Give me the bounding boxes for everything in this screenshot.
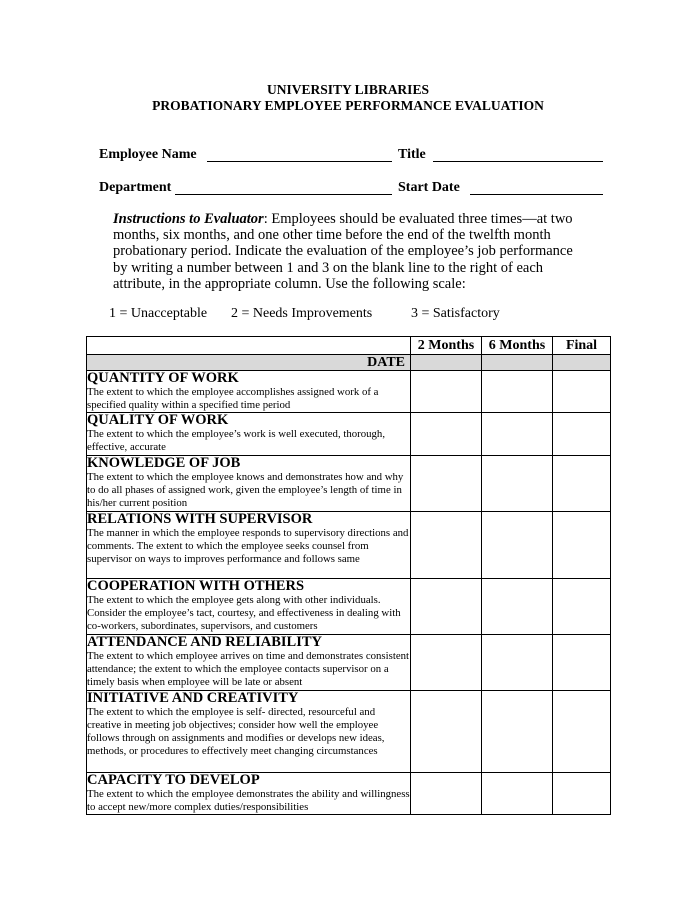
rating-cell-2-months[interactable] xyxy=(411,413,482,456)
rating-cell-2-months[interactable] xyxy=(411,456,482,512)
column-header-6-months: 6 Months xyxy=(482,337,553,355)
document-title xyxy=(0,82,696,114)
attribute-title: COOPERATION WITH OTHERS xyxy=(87,578,305,594)
scale-unacceptable: 1 = Unacceptable xyxy=(109,306,208,321)
table-row xyxy=(87,691,611,773)
table-row xyxy=(87,512,611,579)
attribute-title: CAPACITY TO DEVELOP xyxy=(87,772,260,788)
department-field[interactable] xyxy=(175,194,392,195)
rating-cell-final[interactable] xyxy=(553,413,611,456)
attribute-cell xyxy=(87,512,411,579)
scale-satisfactory: 3 = Satisfactory xyxy=(411,306,500,321)
start-date-label: Start Date xyxy=(398,180,460,195)
attribute-cell xyxy=(87,579,411,635)
rating-cell-6-months[interactable] xyxy=(482,773,553,815)
rating-cell-2-months[interactable] xyxy=(411,635,482,691)
attribute-title: INITIATIVE AND CREATIVITY xyxy=(87,690,299,706)
rating-cell-2-months[interactable] xyxy=(411,773,482,815)
attribute-title: QUALITY OF WORK xyxy=(87,412,229,428)
rating-cell-final[interactable] xyxy=(553,456,611,512)
rating-cell-2-months[interactable] xyxy=(411,579,482,635)
attribute-title: QUANTITY OF WORK xyxy=(87,370,239,386)
attribute-title: KNOWLEDGE OF JOB xyxy=(87,455,241,471)
column-header-2-months: 2 Months xyxy=(411,337,482,355)
instructions-paragraph xyxy=(113,211,578,292)
attribute-title: RELATIONS WITH SUPERVISOR xyxy=(87,511,313,527)
attribute-description: The extent to which employee arrives on time and demonstrates consistent attendance; the extent to which the employee contacts supervisor on a timely basis when employee will be late or absent xyxy=(87,650,410,688)
date-cell-final[interactable] xyxy=(553,355,611,371)
title-line-1: UNIVERSITY LIBRARIES xyxy=(267,82,429,97)
scale-needs-improvements: 2 = Needs Improvements xyxy=(231,306,373,321)
start-date-field[interactable] xyxy=(470,194,603,195)
department-label: Department xyxy=(99,180,172,195)
date-cell-6-months[interactable] xyxy=(482,355,553,371)
rating-cell-final[interactable] xyxy=(553,579,611,635)
rating-cell-final[interactable] xyxy=(553,691,611,773)
table-row xyxy=(87,456,611,512)
attribute-cell xyxy=(87,456,411,512)
attribute-description: The extent to which the employee is self- directed, resourceful and creative in meeting job objectives; consider how well the employee follows through on assignments and modifies or develops new ideas, methods, or procedures to effectively meet changing circumstances xyxy=(87,706,385,757)
attribute-cell xyxy=(87,773,411,815)
employee-name-field[interactable] xyxy=(207,161,392,162)
rating-cell-2-months[interactable] xyxy=(411,512,482,579)
table-row xyxy=(87,635,611,691)
rating-cell-final[interactable] xyxy=(553,512,611,579)
attribute-description: The extent to which the employee’s work is well executed, thorough, effective, accurate xyxy=(87,428,386,453)
date-row xyxy=(87,355,611,371)
attribute-description: The extent to which the employee knows and demonstrates how and why to do all phases of assigned work, given the employee’s length of time in his/her current position xyxy=(87,471,404,509)
table-row xyxy=(87,579,611,635)
table-header-row xyxy=(87,337,611,355)
table-row xyxy=(87,371,611,413)
attribute-description: The extent to which the employee demonstrates the ability and willingness to accept new/more complex duties/responsibilities xyxy=(87,788,410,813)
rating-cell-6-months[interactable] xyxy=(482,635,553,691)
rating-cell-6-months[interactable] xyxy=(482,691,553,773)
date-cell-2-months[interactable] xyxy=(411,355,482,371)
title-label: Title xyxy=(398,147,426,162)
instructions-body: : Employees should be evaluated three times—at two months, six months, and one other time before the end of the twelfth month probationary period. Indicate the evaluation of the employee’s job performance by writing a number between 1 and 3 on the blank line to the right of each attribute, in the appropriate column. Use the following scale: xyxy=(113,211,573,292)
attribute-cell xyxy=(87,371,411,413)
rating-cell-final[interactable] xyxy=(553,773,611,815)
attribute-header-cell xyxy=(87,337,411,355)
attribute-description: The extent to which the employee gets along with other individuals. Consider the employee’s tact, courtesy, and effectiveness in dealing with co-workers, subordinates, supervisors, and customers xyxy=(87,594,401,632)
table-row xyxy=(87,413,611,456)
column-header-final: Final xyxy=(553,337,611,355)
rating-cell-6-months[interactable] xyxy=(482,456,553,512)
rating-cell-final[interactable] xyxy=(553,635,611,691)
evaluation-table xyxy=(86,336,611,815)
rating-cell-6-months[interactable] xyxy=(482,512,553,579)
rating-cell-6-months[interactable] xyxy=(482,371,553,413)
rating-cell-final[interactable] xyxy=(553,371,611,413)
date-label: DATE xyxy=(87,355,411,371)
employee-name-label: Employee Name xyxy=(99,147,197,162)
attribute-description: The extent to which the employee accomplishes assigned work of a specified quality within a specified time period xyxy=(87,386,379,411)
title-line-2: PROBATIONARY EMPLOYEE PERFORMANCE EVALUATION xyxy=(152,98,544,113)
title-field[interactable] xyxy=(433,161,603,162)
attribute-description: The manner in which the employee responds to supervisory directions and comments. The extent to which the employee seeks counsel from supervisor on ways to improves performance and follows same xyxy=(87,527,409,565)
attribute-cell xyxy=(87,635,411,691)
attribute-title: ATTENDANCE AND RELIABILITY xyxy=(87,634,323,650)
rating-cell-2-months[interactable] xyxy=(411,691,482,773)
rating-cell-6-months[interactable] xyxy=(482,579,553,635)
attribute-cell xyxy=(87,413,411,456)
attribute-cell xyxy=(87,691,411,773)
rating-cell-6-months[interactable] xyxy=(482,413,553,456)
rating-cell-2-months[interactable] xyxy=(411,371,482,413)
instructions-lead: Instructions to Evaluator xyxy=(113,211,264,227)
table-row xyxy=(87,773,611,815)
